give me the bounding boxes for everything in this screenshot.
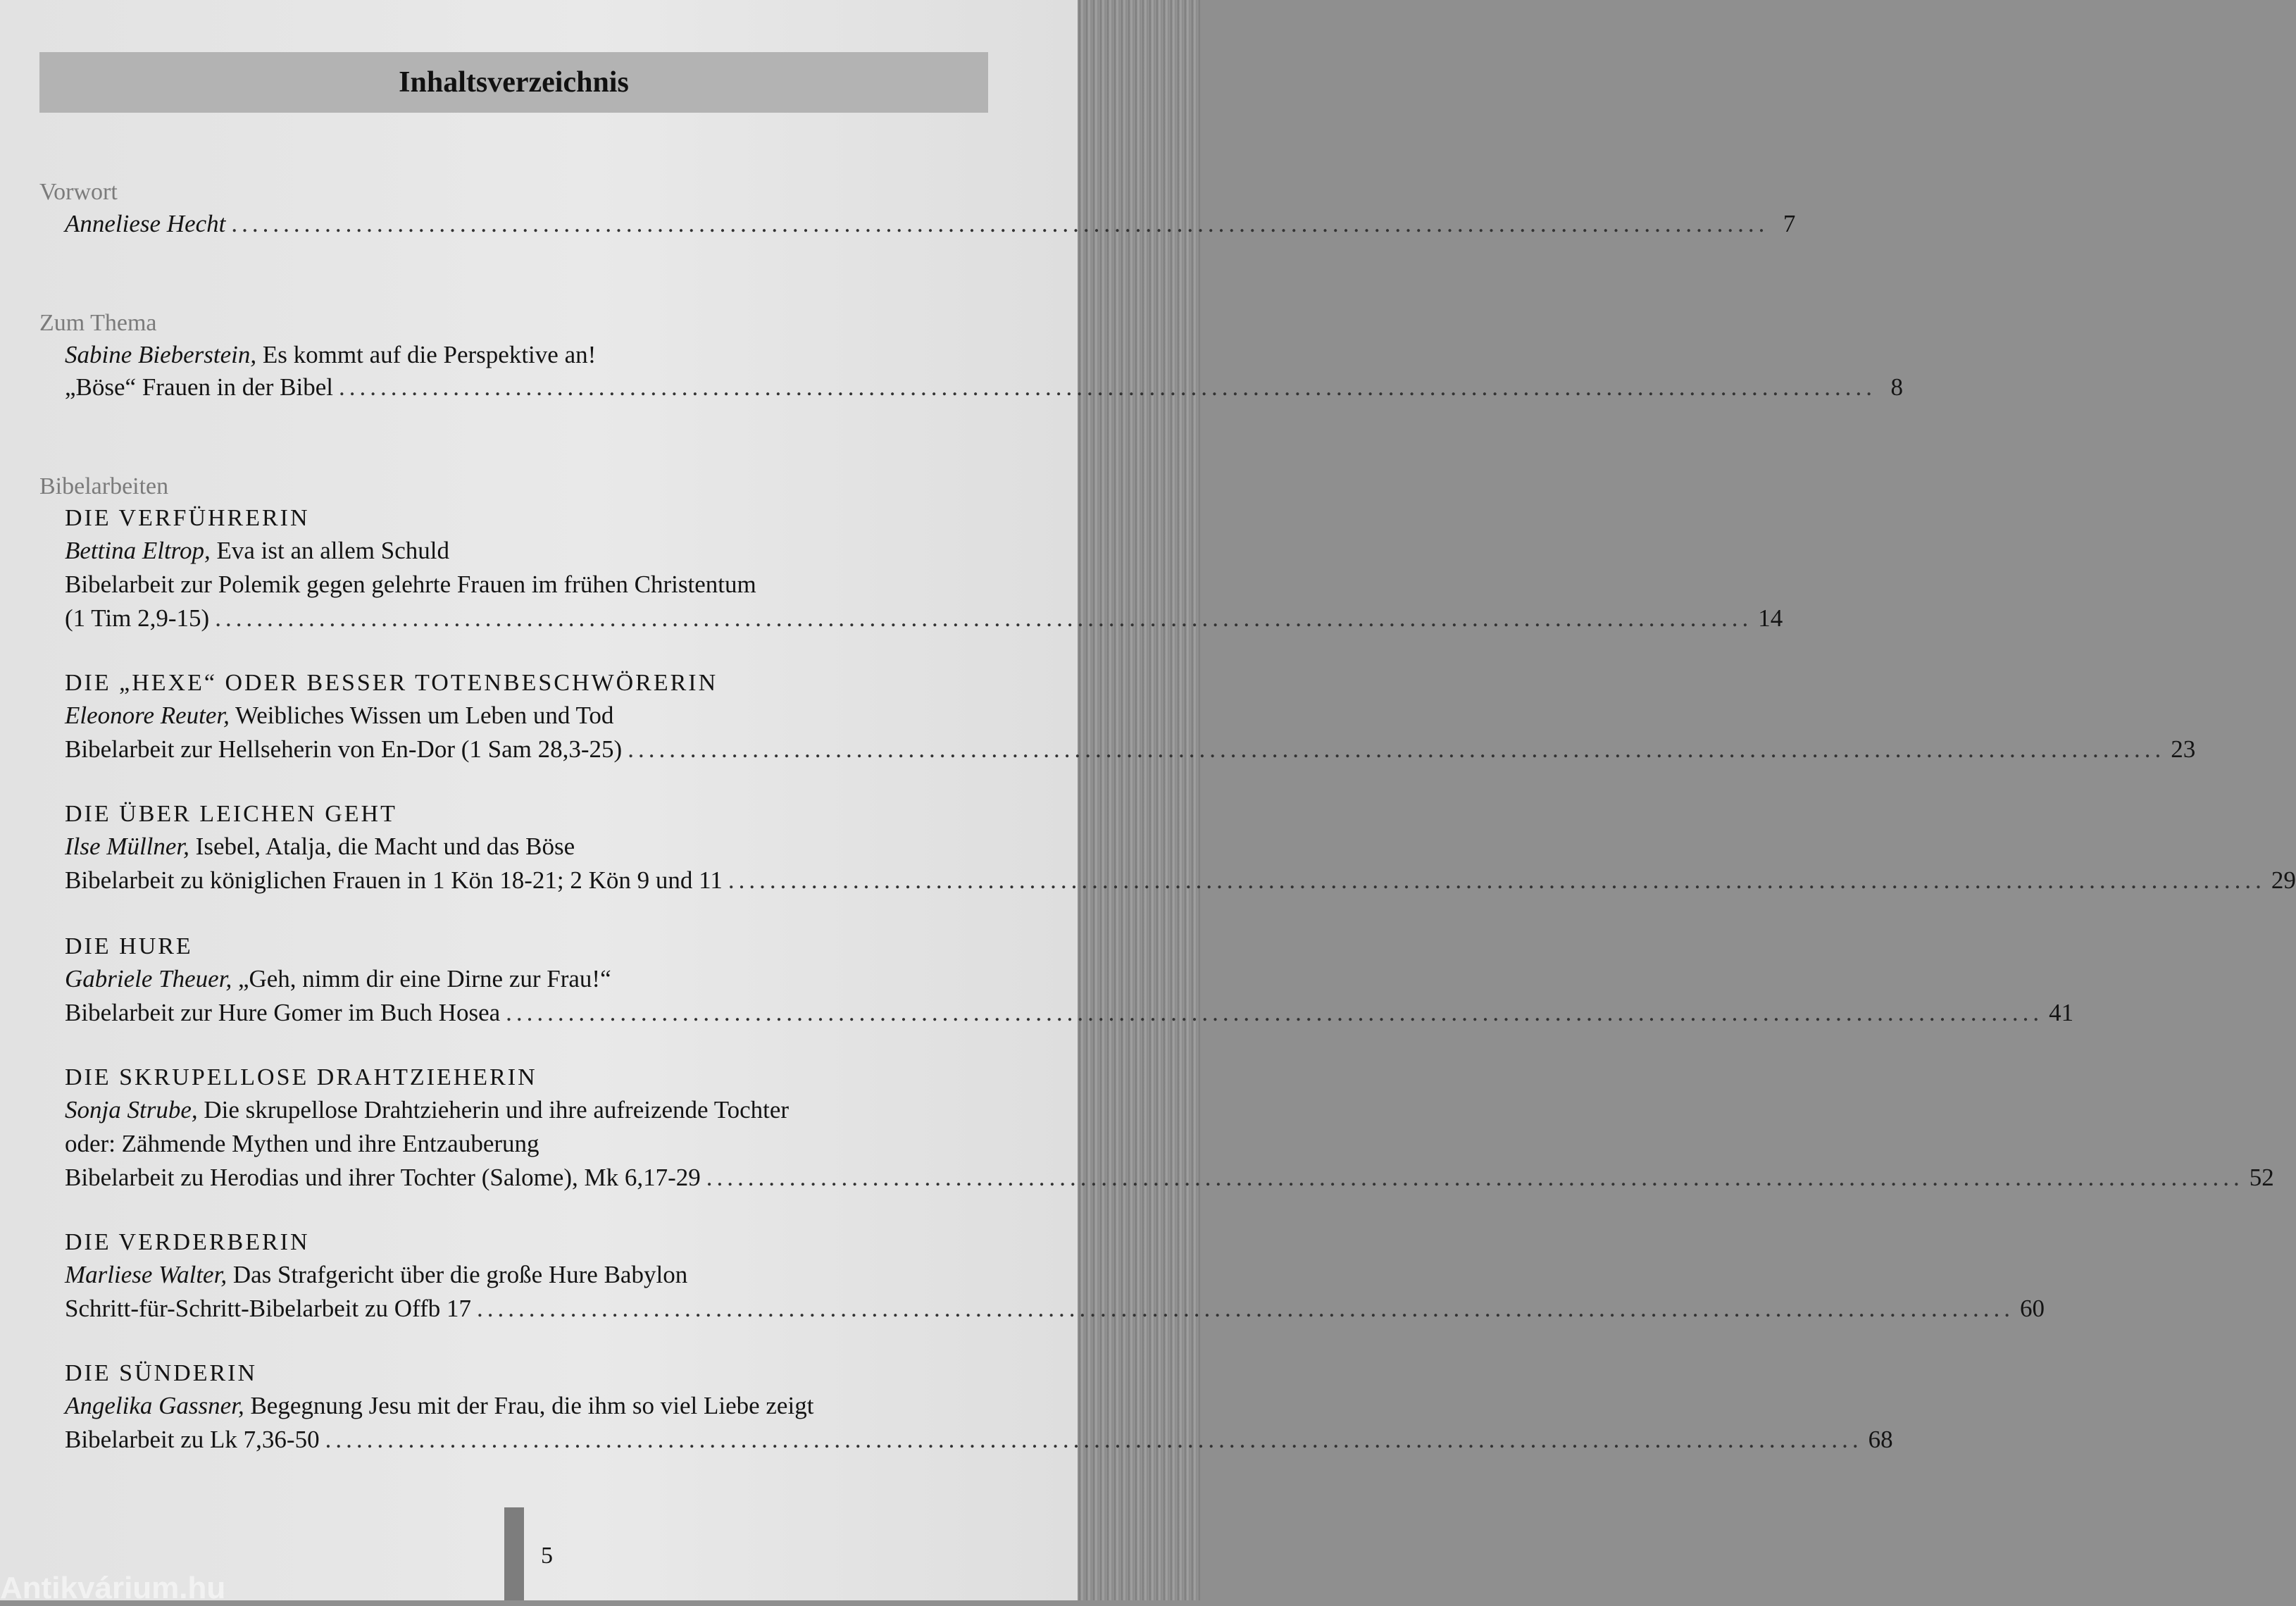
item-author-line: [65, 1392, 992, 1420]
item-heading: DIE SÜNDERIN: [65, 1360, 258, 1386]
entry-subtitle: Bibelarbeit zu Herodias und ihrer Tochter (Salome), Mk 6,17-29: [65, 1164, 701, 1191]
item-page-line: [65, 1295, 2045, 1323]
section-label-zum-thema: Zum Thema: [39, 310, 157, 336]
entry-subtitle: „Böse“ Frauen in der Bibel: [65, 373, 334, 401]
item-author-line: [65, 965, 992, 993]
item-heading: DIE VERFÜHRERIN: [65, 505, 310, 531]
entry-page-number: 14: [1758, 604, 1783, 632]
entry-page-number: 41: [2049, 999, 2074, 1026]
item-author-line: [65, 1261, 992, 1289]
toc-entry-vorwort: [65, 210, 1796, 238]
entry-title: Isebel, Atalja, die Macht und das Böse: [189, 833, 575, 860]
item-author-line: [65, 537, 992, 565]
entry-title: Es kommt auf die Perspektive an!: [256, 341, 597, 368]
entry-author: Bettina Eltrop,: [65, 537, 211, 564]
entry-author: Angelika Gassner,: [65, 1392, 244, 1419]
leader-dots: ....................................................................................................................................................: [506, 999, 2044, 1026]
entry-author: Eleonore Reuter,: [65, 702, 230, 729]
leader-dots: ....................................................................................................................................................: [339, 373, 1877, 401]
item-subtitle: oder: Zähmende Mythen und ihre Entzauberung: [65, 1130, 539, 1157]
item-page-line: [65, 999, 2074, 1027]
toc-entry-zum-thema-line1: [65, 341, 992, 369]
item-subtitle: Bibelarbeit zur Polemik gegen gelehrte Frauen im frühen Christentum: [65, 571, 756, 598]
entry-page-number: 8: [1890, 373, 1904, 401]
leader-dots: ....................................................................................................................................................: [706, 1164, 2244, 1191]
entry-page-number: 7: [1783, 210, 1796, 237]
item-page-line: [65, 604, 1783, 633]
entry-author: Marliese Walter,: [65, 1261, 227, 1288]
item-page-line: [65, 735, 2196, 764]
entry-title: Begegnung Jesu mit der Frau, die ihm so viel Liebe zeigt: [244, 1392, 814, 1419]
leader-dots: ....................................................................................................................................................: [231, 210, 1769, 237]
section-label-bibelarbeiten: Bibelarbeiten: [39, 473, 169, 499]
item-page-line: [65, 1426, 1893, 1454]
item-heading: DIE SKRUPELLOSE DRAHTZIEHERIN: [65, 1064, 537, 1090]
item-author-line: [65, 702, 992, 730]
entry-title: Eva ist an allem Schuld: [210, 537, 449, 564]
entry-subtitle: Bibelarbeit zu königlichen Frauen in 1 Kön 18-21; 2 Kön 9 und 11: [65, 866, 723, 894]
book-edge: [1078, 0, 1200, 1600]
item-page-line: [65, 1164, 2274, 1192]
entry-subtitle: Schritt-für-Schritt-Bibelarbeit zu Offb 17: [65, 1295, 471, 1322]
entry-title: Weibliches Wissen um Leben und Tod: [229, 702, 614, 729]
header-bar: [39, 52, 988, 113]
page-number: 5: [541, 1543, 553, 1569]
item-heading: DIE HURE: [65, 933, 193, 959]
leader-dots: ....................................................................................................................................................: [728, 866, 2266, 894]
page-title: Inhaltsverzeichnis: [399, 66, 629, 99]
section-label-vorwort: Vorwort: [39, 179, 118, 205]
entry-author: Anneliese Hecht: [65, 210, 226, 237]
entry-subtitle: Bibelarbeit zur Hure Gomer im Buch Hosea: [65, 999, 501, 1026]
entry-subtitle: Bibelarbeit zur Hellseherin von En-Dor (1 Sam 28,3-25): [65, 735, 623, 763]
entry-author: Ilse Müllner,: [65, 833, 189, 860]
leader-dots: ....................................................................................................................................................: [215, 604, 1753, 632]
entry-author: Sabine Bieberstein,: [65, 341, 257, 368]
entry-author: Gabriele Theuer,: [65, 965, 232, 992]
item-heading: DIE „HEXE“ ODER BESSER TOTENBESCHWÖRERIN: [65, 670, 718, 696]
entry-page-number: 23: [2171, 735, 2196, 763]
item-heading: DIE VERDERBERIN: [65, 1229, 310, 1255]
item-heading: DIE ÜBER LEICHEN GEHT: [65, 801, 397, 827]
item-page-line: [65, 866, 2296, 895]
entry-page-number: 60: [2019, 1295, 2045, 1322]
watermark-logo: Antikvárium.hu: [0, 1571, 226, 1605]
item-author-line: [65, 1096, 992, 1124]
entry-title: Das Strafgericht über die große Hure Babylon: [227, 1261, 688, 1288]
leader-dots: ....................................................................................................................................................: [628, 735, 2166, 763]
page-number-marker: [504, 1507, 524, 1600]
leader-dots: ....................................................................................................................................................: [325, 1426, 1863, 1453]
toc-entry-zum-thema-line2: [65, 373, 1904, 402]
leader-dots: ....................................................................................................................................................: [476, 1295, 2014, 1322]
entry-author: Sonja Strube,: [65, 1096, 198, 1123]
entry-page-number: 68: [1868, 1426, 1893, 1453]
entry-reference: (1 Tim 2,9-15): [65, 604, 210, 632]
entry-page-number: 29: [2271, 866, 2296, 894]
item-author-line: [65, 833, 992, 861]
entry-title: „Geh, nimm dir eine Dirne zur Frau!“: [232, 965, 611, 992]
entry-title: Die skrupellose Drahtzieherin und ihre aufreizende Tochter: [197, 1096, 790, 1123]
entry-page-number: 52: [2249, 1164, 2274, 1191]
entry-subtitle: Bibelarbeit zu Lk 7,36-50: [65, 1426, 320, 1453]
